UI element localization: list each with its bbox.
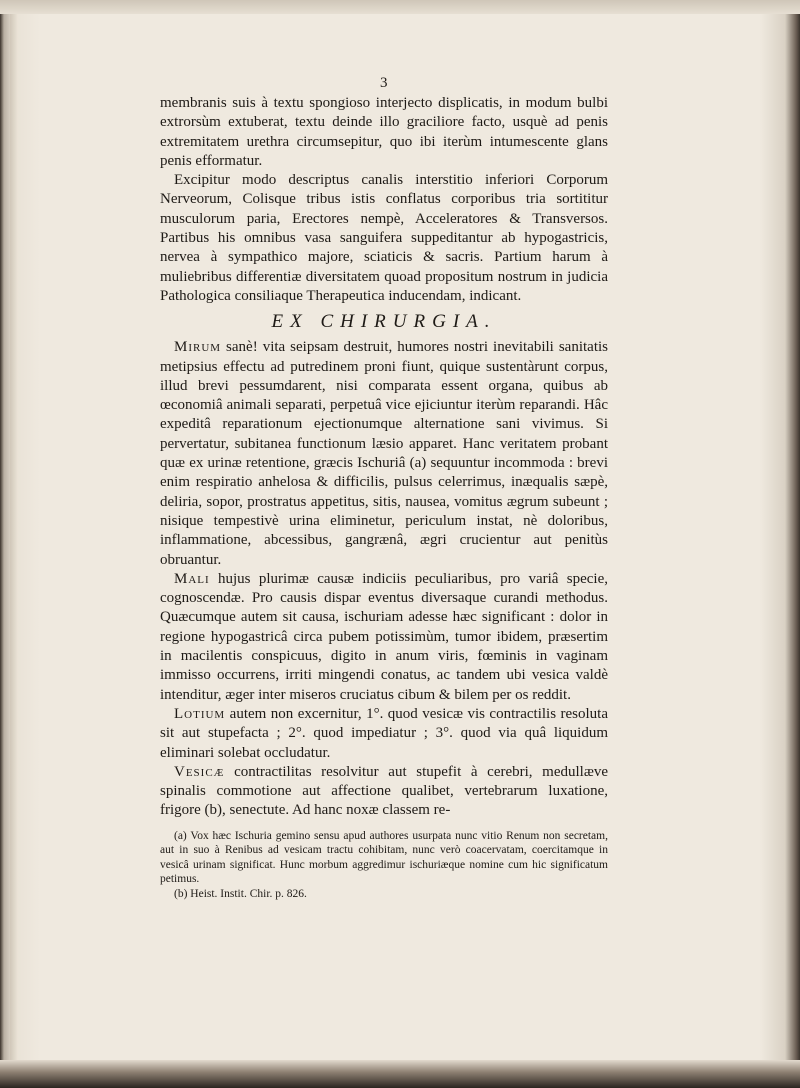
text-block [160,75,608,901]
paragraph-text: contractilitas resolvitur aut stupefit à cerebri, medullæve spinalis commotione aut affectione qualibet, vertebrarum luxatione, frigore (b), senectute. Ad hanc noxæ classem re- [160,763,608,819]
binding-edge [10,14,18,1060]
section-heading: EX CHIRURGIA. [271,311,497,333]
paragraph-canal: Excipitur modo descriptus canalis interstitio inferiori Corporum Nerveorum, Colisque tribus istis conflatus corporibus tria sortititur musculorum paria, Erectores nempè, Acceleratores & Transversos. Partibus his omnibus vasa sanguifera suppeditantur ab hypogastricis, nervea à sympathico majore, sciaticis & sacris. Partium harum à muliebribus differentiæ diversitatem quoad propositum nostrum in judicia Pathologica consiliaque Therapeutica inducendam, indicant. [160,172,608,304]
bottom-edge [0,1060,800,1088]
lead-word: Mali [174,570,210,587]
paragraph-text: hujus plurimæ causæ indiciis peculiaribus, pro variâ specie, cognoscendæ. Pro causis dispar eventus diversaque curandi methodus. Quæcumque autem sit causa, ischuriam adesse hæc significant : dolor in regione hypogastricâ circa pubem potissimùm, tumor ibidem, præsertim in macilentis conspicuus, digito in anum viris, fœminis in vaginam immisso occurrens, irriti mingendi conatus, ac tandem ubi vesica valdè intenditur, æger inter miseros cruciatus cibum & bilem per os reddit. [160,570,608,703]
footnote-b: (b) Heist. Instit. Chir. p. 826. [174,887,307,900]
paragraph-mali [160,570,608,705]
lead-word: Lotium [174,705,226,722]
top-edge [0,0,800,14]
paragraph-mirum [160,338,608,570]
footnote-a: (a) Vox hæc Ischuria gemino sensu apud authores usurpata nunc vitio Renum non secretam, aut in suo à Renibus ad vesicam tractu cohibitam, nunc verò coacervatam, coercitamque in vesicâ urinam significat. Hunc morbum aggredimur ischuriæque nomine cum hic significatum petimus. [160,829,608,886]
paragraph-lotium [160,705,608,763]
paragraph-vesicae [160,763,608,821]
footnotes [160,829,608,902]
lead-word: Mirum [174,339,222,356]
page-number: 3 [380,75,388,91]
body-text [160,94,608,821]
lead-word: Vesicæ [174,763,225,780]
paragraph-text: autem non excernitur, 1°. quod vesicæ vis contractilis resoluta sit aut stupefacta ; 2°. quod impediatur ; 3°. quod via quâ liquidum eliminari solebat occludatur. [160,705,608,761]
paragraph-continued: membranis suis à textu spongioso interjecto displicatis, in modum bulbi extrorsùm extuberat, textu deinde illo graciliore facto, usquè ad penis extremitatem urethra circumsepitur, quo ibi iterùm intumescente glans penis efformatur. [160,95,608,169]
paragraph-text: sanè! vita seipsam destruit, humores nostri inevitabili sanitatis metipsius effectu ad putredinem proni fiunt, quique sustentàrunt corpus, illud brevi pessumdarent, nisi comparata essent organa, quibus ab œconomiâ animali separati, perpetuâ vice ejiciuntur iterùm reparandi. Hâc expeditâ reparationum ejectionumque alternatione sani vivimus. Si pervertatur, subitanea functionum læsio apparet. Hanc veritatem probant quæ ex urinæ retentione, græcis Ischuriâ (a) sequuntur incommoda : brevi enim respiratio anhelosa & difficilis, pulsus celerrimus, inæqualis sæpè, deliria, sopor, prostratus appetitus, sitis, nausea, vomitus ægrum subeunt ; nisique tempestivè urina eliminetur, periculum instat, nè doloribus, inflammatione, abcessibus, gangrænâ, ægri crucientur aut penitùs obruantur. [160,339,608,568]
